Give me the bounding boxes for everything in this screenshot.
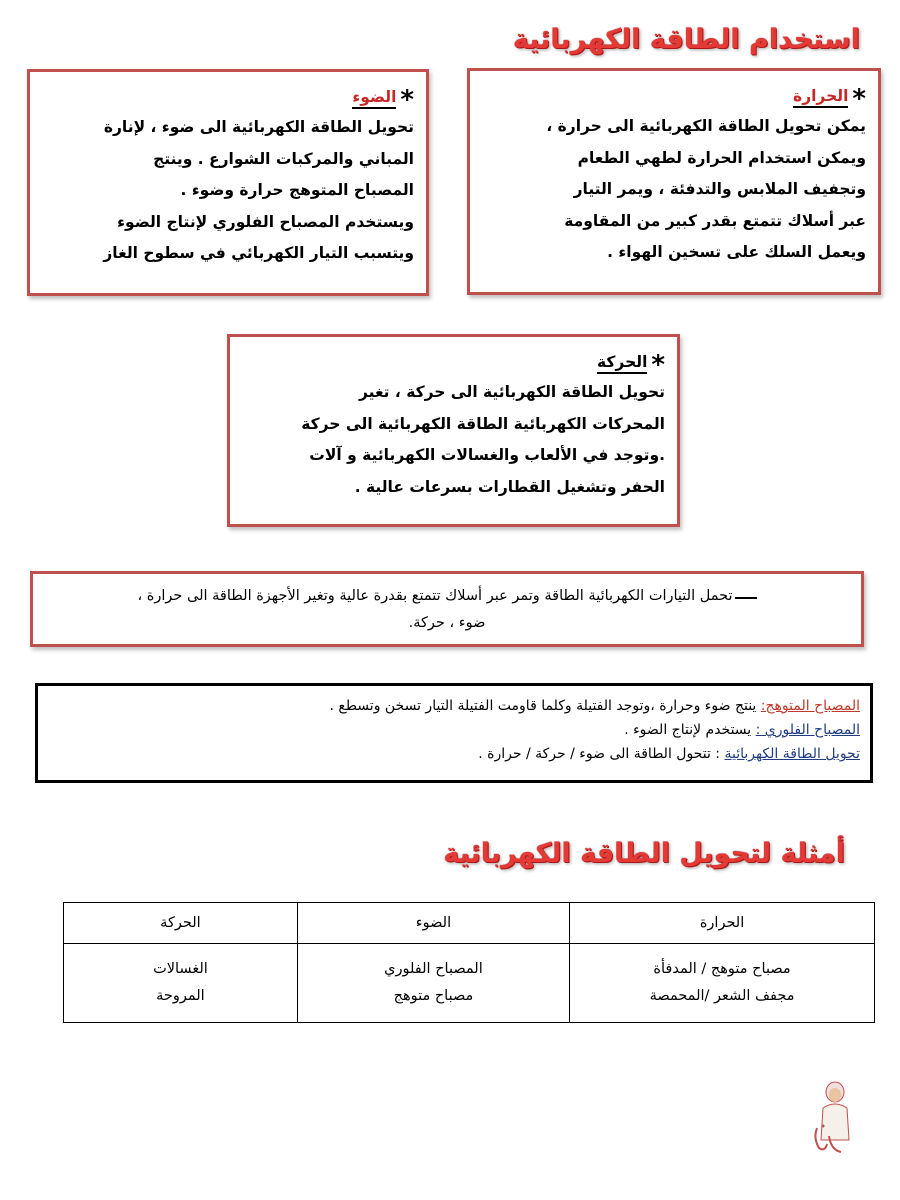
heat-line: ويعمل السلك على تسخين الهواء . (607, 243, 866, 261)
cell-line: المروحة (156, 988, 205, 1004)
table-cell (297, 944, 569, 1023)
motion-heading-row (250, 347, 665, 380)
star-marker: * (651, 350, 665, 380)
summary-line (49, 583, 845, 610)
examples-table (63, 902, 875, 1023)
summary-text-2: ضوء ، حركة. (408, 615, 486, 631)
heat-heading: الحرارة (793, 87, 848, 108)
note-text: ينتج ضوء وحرارة ،وتوجد الفتيلة وكلما قاومت الفتيلة التيار تسخن وتسطع . (329, 698, 761, 714)
page-title: استخدام الطاقة الكهربائية (512, 24, 860, 55)
logo-figure-icon (805, 1078, 853, 1156)
heat-line: عبر أسلاك تتمتع بقدر كبير من المقاومة (564, 211, 866, 230)
cell-line: المصباح الفلوري (384, 961, 483, 977)
heat-section-box (467, 68, 881, 295)
light-line: المصباح المتوهج حرارة وضوء . (180, 181, 414, 199)
light-heading: الضوء (352, 88, 396, 109)
motion-heading: الحركة (597, 353, 647, 374)
light-line: تحويل الطاقة الكهربائية الى ضوء ، لإنارة (103, 118, 414, 136)
cell-line: الغسالات (153, 961, 208, 977)
motion-section-box (227, 334, 680, 527)
summary-text-1: تحمل التيارات الكهربائية الطاقة وتمر عبر أسلاك تتمتع بقدرة عالية وتغير الأجهزة الطاقة الى حرارة ، (137, 588, 733, 604)
table-header: الحرارة (570, 903, 875, 944)
heat-line: وتجفيف الملابس والتدفئة ، ويمر التيار (573, 180, 866, 198)
table-cell (570, 944, 875, 1023)
dash-marker (735, 583, 757, 599)
note-row (48, 742, 860, 766)
light-line: ويستخدم المصباح الفلوري لإنتاج الضوء (117, 212, 414, 231)
cell-line: مجفف الشعر /المحمصة (649, 988, 795, 1004)
table-header-row (64, 903, 875, 944)
summary-box (30, 571, 864, 647)
light-line: المباني والمركبات الشوارع . وينتج (153, 149, 414, 168)
light-heading-row (50, 82, 414, 115)
heat-line: يمكن تحويل الطاقة الكهربائية الى حرارة ، (546, 117, 866, 135)
star-marker: * (852, 84, 866, 114)
light-line: ويتسبب التيار الكهربائي في سطوح الغاز (103, 244, 414, 262)
note-row (48, 718, 860, 742)
table-row (64, 944, 875, 1023)
note-row (48, 694, 860, 718)
heat-line: ويمكن استخدام الحرارة لطهي الطعام (577, 148, 866, 167)
heat-heading-row (490, 81, 866, 114)
note-term: تحويل الطاقة الكهربائية (724, 746, 860, 762)
note-text: يستخدم لإنتاج الضوء . (624, 722, 756, 738)
motion-line: الحفر وتشغيل القطارات بسرعات عالية . (354, 477, 665, 496)
note-term: المصباح الفلوري : (755, 722, 860, 738)
note-term: المصباح المتوهج: (760, 698, 860, 714)
motion-line: المحركات الكهربائية الطاقة الكهربائية الى حركة (301, 414, 665, 433)
note-text: : تتحول الطاقة الى ضوء / حركة / حرارة . (478, 746, 725, 762)
notes-box (35, 683, 873, 783)
star-marker: * (400, 85, 414, 115)
motion-line: تحويل الطاقة الكهربائية الى حركة ، تغير (358, 383, 665, 401)
table-cell (64, 944, 298, 1023)
cell-line: مصباح متوهج (393, 988, 474, 1004)
cell-line: مصباح متوهج / المدفأة (653, 961, 791, 977)
table-header: الضوء (297, 903, 569, 944)
light-section-box (27, 69, 429, 296)
motion-line: .وتوجد في الألعاب والغسالات الكهربائية و آلات (309, 446, 665, 464)
examples-title: أمثلة لتحويل الطاقة الكهربائية (443, 838, 845, 869)
table-header: الحركة (64, 903, 298, 944)
